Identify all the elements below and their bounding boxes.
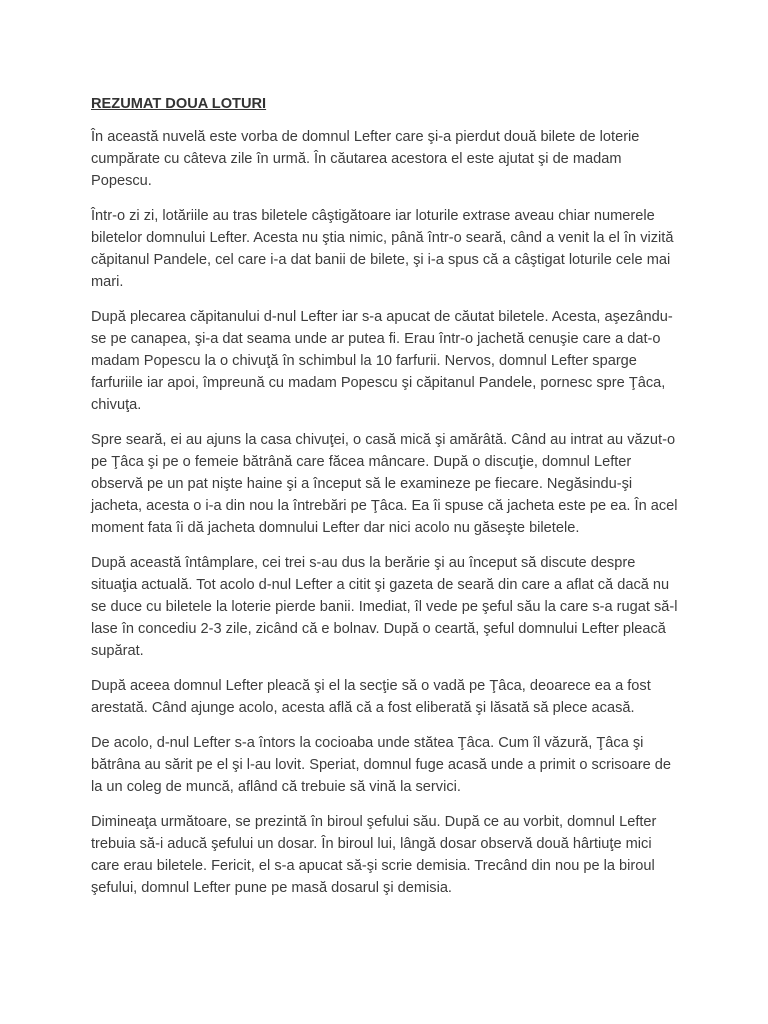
paragraph-1: În această nuvelă este vorba de domnul Lefter care şi-a pierdut două bilete de loterie cumpărate cu câteva zile în urmă. În căutarea acestora el este ajutat şi de madam Popescu. xyxy=(91,129,640,189)
document-page xyxy=(91,93,681,912)
paragraph-6: După aceea domnul Lefter pleacă şi el la secţie să o vadă pe Ţâca, deoarece ea a fost arestată. Când ajunge acolo, acesta află că a fost eliberată şi lăsată să plece acasă. xyxy=(91,678,651,716)
document-title: REZUMAT DOUA LOTURI xyxy=(91,96,267,112)
paragraph-4: Spre seară, ei au ajuns la casa chivuţei, o casă mică şi amărâtă. Când au intrat au văzut-o pe Ţâca şi pe o femeie bătrână care făcea mâncare. După o discuţie, domnul Lefter observă pe un pat nişte haine şi a început să le examineze pe fiecare. Negăsindu-şi jacheta, acesta o i-a din nou la întrebări pe Ţâca. Ea îi spuse că jacheta este pe ea. În acel moment fata îi dă jacheta domnului Lefter dar nici acolo nu găseşte biletele. xyxy=(91,432,678,536)
paragraph-3: După plecarea căpitanului d-nul Lefter iar s-a apucat de căutat biletele. Acesta, aşezându-se pe canapea, şi-a dat seama unde ar putea fi. Erau într-o jachetă cenuşie care a dat-o madam Popescu la o chivuţă în schimbul la 10 farfurii. Nervos, domnul Lefter sparge farfuriile iar apoi, împreună cu madam Popescu şi căpitanul Pandele, pornesc spre Ţâca, chivuţa. xyxy=(91,309,673,413)
paragraph-5: După această întâmplare, cei trei s-au dus la berărie şi au început să discute despre situaţia actuală. Tot acolo d-nul Lefter a citit şi gazeta de seară din care a aflat că dacă nu se duce cu biletele la loterie pierde banii. Imediat, îl vede pe şeful său la care s-a rugat să-l lase în concediu 2-3 zile, zicând că e bolnav. După o ceartă, şeful domnului Lefter pleacă supărat. xyxy=(91,555,678,659)
paragraph-2: Într-o zi zi, lotăriile au tras biletele câştigătoare iar loturile extrase aveau chiar numerele biletelor domnului Lefter. Acesta nu ştia nimic, până într-o seară, când a venit la el în vizită căpitanul Pandele, cel care i-a dat banii de bilete, şi i-a spus că a câştigat loturile cele mai mari. xyxy=(91,208,674,290)
paragraph-8: Dimineaţa următoare, se prezintă în biroul şefului său. După ce au vorbit, domnul Lefter trebuia să-i aducă şefului un dosar. În biroul lui, lângă dosar observă două hârtiuţe mici care erau biletele. Fericit, el s-a apucat să-şi scrie demisia. Trecând din nou pe la biroul şefului, domnul Lefter pune pe masă dosarul şi demisia. xyxy=(91,814,657,896)
paragraph-7: De acolo, d-nul Lefter s-a întors la cocioaba unde stătea Ţâca. Cum îl văzură, Ţâca şi bătrâna au sărit pe el şi l-au lovit. Speriat, domnul fuge acasă unde a primit o scrisoare de la un coleg de muncă, aflând că trebuie să vină la servici. xyxy=(91,735,672,795)
